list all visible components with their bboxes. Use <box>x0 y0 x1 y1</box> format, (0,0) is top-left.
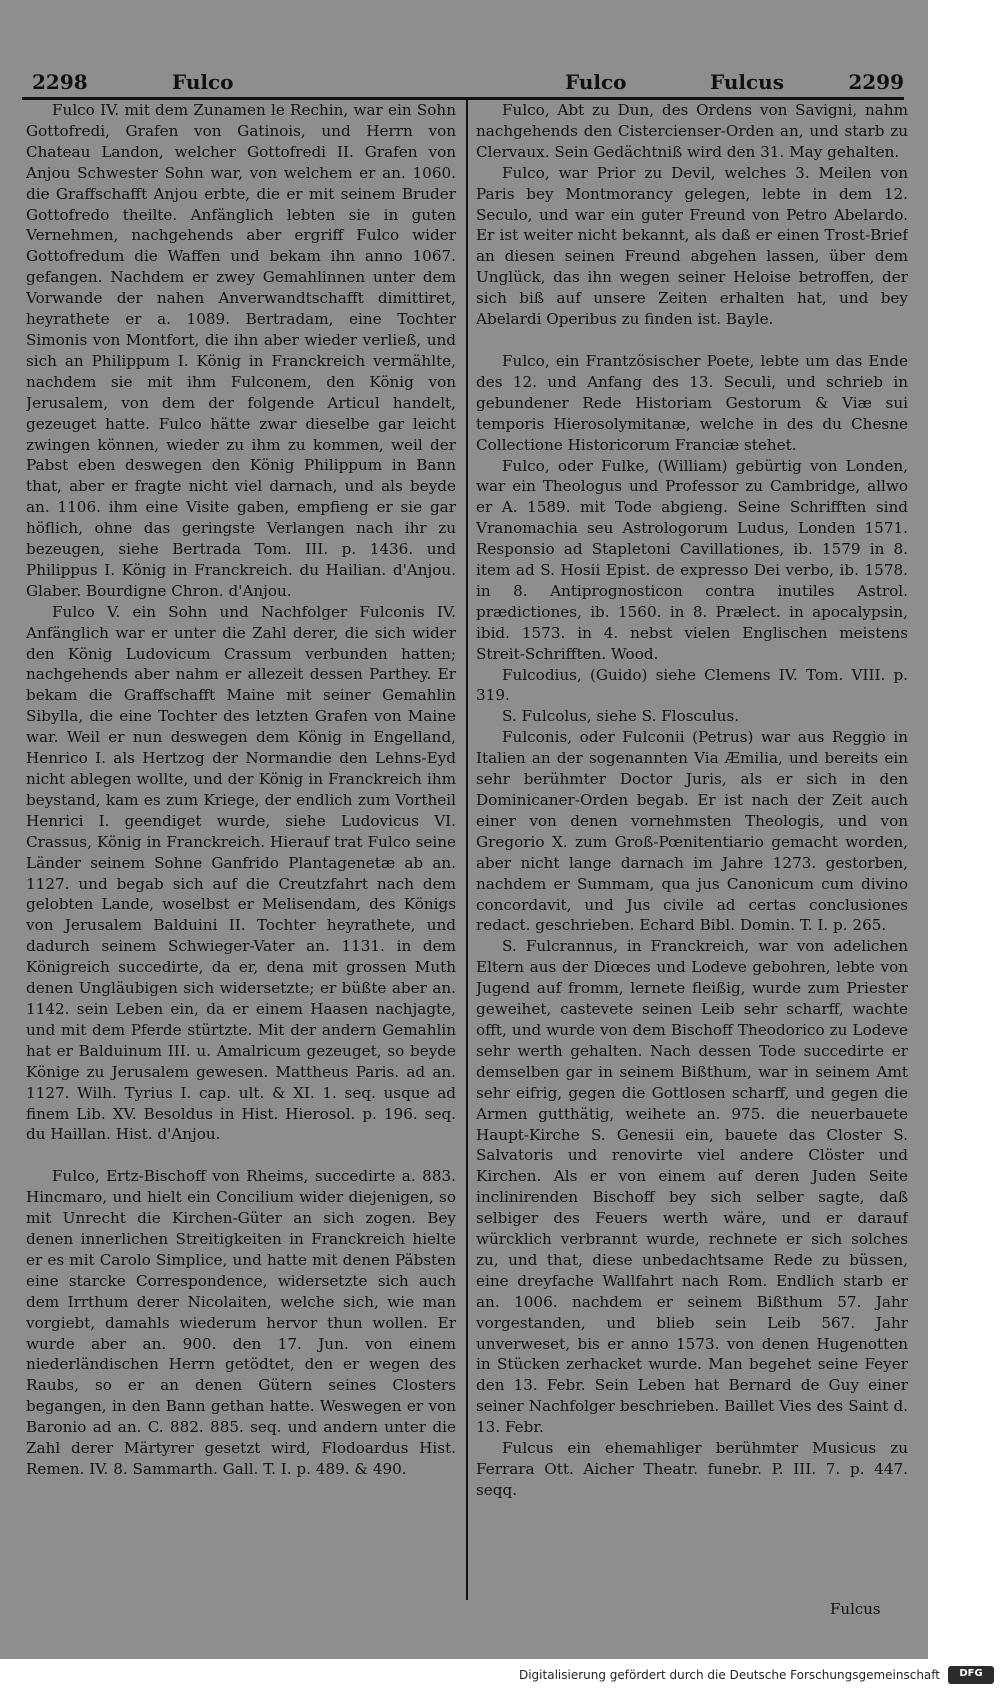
entry-fulco-rheims: Fulco, Ertz-Bischoff von Rheims, succedirte a. 883. Hincmaro, und hielt ein Concilium wider diejenigen, so mit Unrecht die Kirchen-Güter an sich zogen. Bey denen innerlichen Streitigkeiten in Franckreich hielte er es mit Carolo Simplice, und hatte mit denen Päbsten eine starcke Correspondence, widersetzte sich auch dem Irrthum derer Nicolaiten, welche sich, wie man vorgiebt, damahls wiederum hervor thun wollen. Er wurde aber an. 900. den 17. Jun. von einem niederländischen Herrn getödtet, den er wegen des Raubs, so er an denen Gütern seines Closters begangen, in den Bann gethan hatte. Weswegen er von Baronio ad an. C. 882. 885. seq. und andern unter die Zahl derer Märtyrer gesetzt wird, Flodoardus Hist. Remen. IV. 8. Sammarth. Gall. T. I. p. 489. & 490. <box>26 1167 456 1478</box>
entry-fulco-abt: Fulco, Abt zu Dun, des Ordens von Savigni, nahm nachgehends den Cistercienser-Orden an, und starb zu Clervaux. Sein Gedächtniß wird den 31. May gehalten. <box>476 101 908 161</box>
entry-fulcolus: S. Fulcolus, siehe S. Flosculus. <box>502 707 740 726</box>
left-running-head: Fulco <box>172 70 234 94</box>
column-divider <box>466 100 468 1600</box>
dfg-logo <box>948 1666 994 1684</box>
right-page-number: 2299 <box>848 70 904 94</box>
left-column <box>26 100 456 1600</box>
entry-fulco-iv: Fulco IV. mit dem Zunamen le Rechin, war ein Sohn Gottofredi, Grafen von Gatinois, und Herrn von Chateau Landon, welcher Gottofredi II. Grafen von Anjou Schwester Sohn war, von welchem er an. 1060. die Graffschafft Anjou erbte, die er mit seinem Bruder Gottofredo theilte. Anfänglich lebten sie in guten Vernehmen, nachgehends aber ergriff Fulco wider Gottofredum die Waffen und bekam ihn anno 1067. gefangen. Nachdem er zwey Gemahlinnen unter dem Vorwande der nahen Anverwandtschafft dimittiret, heyrathete er a. 1089. Bertradam, eine Tochter Simonis von Montfort, die ihn aber wieder verließ, und sich an Philippum I. König in Franckreich vermählte, nachdem sie mit ihm Fulconem, den König von Jerusalem, von dem der folgende Articul handelt, gezeuget hatte. Fulco hätte zwar dieselbe gar leicht zwingen können, wieder zu ihm zu kommen, weil der Pabst eben deswegen den König Philippum in Bann that, aber er fragte nicht viel darnach, und als beyde an. 1106. ihm eine Visite gaben, empfieng er sie gar höflich, ohne das geringste Verlangen nach ihr zu bezeugen, siehe Bertrada Tom. III. p. 1436. und Philippus I. König in Franckreich. du Hailian. d'Anjou. Glaber. Bourdigne Chron. d'Anjou. <box>26 101 456 600</box>
running-header <box>22 66 912 100</box>
entry-fulconis: Fulconis, oder Fulconii (Petrus) war aus Reggio in Italien an der sogenannten Via Æmilia, und bereits ein sehr berühmter Doctor Juris, als er sich in den Dominicaner-Orden begab. Er ist nach der Zeit auch einer von denen vornehmsten Theologis, und von Gregorio X. zum Groß-Pœnitentiario gemacht worden, aber nicht lange darnach im Jahre 1273. gestorben, nachdem er Summam, qua jus Canonicum cum divino concordavit, und Jus civile ad certas conclusiones redact. geschrieben. Echard Bibl. Domin. T. I. p. 265. <box>476 728 908 935</box>
entry-fulco-v: Fulco V. ein Sohn und Nachfolger Fulconis IV. Anfänglich war er unter die Zahl derer, die sich wider den König Ludovicum Crassum verbunden hatten; nachgehends aber nahm er allezeit dessen Parthey. Er bekam die Graffschafft Maine mit seiner Gemahlin Sibylla, die eine Tochter des letzten Grafen von Maine war. Weil er nun deswegen dem König in Engelland, Henrico I. als Hertzog der Normandie den Lehns-Eyd nicht ablegen wollte, und der König in Franckreich ihm beystand, kam es zum Kriege, der endlich zum Vortheil Henrici I. geendiget wurde, siehe Ludovicus VI. Crassus, König in Franckreich. Hierauf trat Fulco seine Länder seinem Sohne Ganfrido Plantagenetæ ab an. 1127. und begab sich auf die Creutzfahrt nach dem gelobten Lande, woselbst er Melisendam, des Königs von Jerusalem Balduini II. Tochter heyrathete, und dadurch seinem Schwieger-Vater an. 1131. in dem Königreich succedirte, da er, dena mit grossen Muth denen Ungläubigen sich widersetzte; er büßte aber an. 1142. sein Leben ein, da er einem Haasen nachjagte, und mit dem Pferde stürtzte. Mit der andern Gemahlin hat er Balduinum III. u. Amalricum gezeuget, so beyde Könige zu Jerusalem gewesen. Mattheus Paris. ad an. 1127. Wilh. Tyrius I. cap. ult. & XI. 1. seq. usque ad finem Lib. XV. Besoldus in Hist. Hierosol. p. 196. seq. du Haillan. Hist. d'Anjou. <box>26 602 456 1144</box>
funding-notice: Digitalisierung gefördert durch die Deutsche Forschungsgemeinschaft <box>518 1668 940 1682</box>
entry-fulco-prior: Fulco, war Prior zu Devil, welches 3. Meilen von Paris bey Montmorancy gelegen, lebte in dem 12. Seculo, und war ein guter Freund von Petro Abelardo. Er ist weiter nicht bekannt, als daß er einen Trost-Brief an diesen seinen Freund abgehen lassen, über dem Unglück, das ihn wegen seiner Heloise betroffen, der sich biß auf unsere Zeiten erhalten hat, und bey Abelardi Operibus zu finden ist. Bayle. <box>476 163 908 329</box>
dfg-logo-text: DFG <box>959 1668 983 1679</box>
entry-fulco-poete: Fulco, ein Frantzösischer Poete, lebte um das Ende des 12. und Anfang des 13. Seculi, und schrieb in gebundener Rede Historiam Gestorum & Viæ sui temporis Hierosolymitanæ, welche in des du Chesne Collectione Historicorum Franciæ stehet. <box>476 351 908 454</box>
left-page-number: 2298 <box>32 70 88 94</box>
footer-bar <box>0 1659 1000 1692</box>
entry-fulcrannus: S. Fulcrannus, in Franckreich, war von adelichen Eltern aus der Diœces und Lodeve gebohren, lebte von Jugend auf fromm, lernete fleißig, wurde zum Priester geweihet, castevete seinen Leib sehr scharff, wachte offt, und wurde von dem Bischoff Theodorico zu Lodeve sehr werth gehalten. Nach dessen Tode succedirte er demselben gar in seinem Bißthum, war in seinem Amt sehr eifrig, gegen die Gottlosen scharff, und gegen die Armen gutthätig, weihete an. 975. die neuerbauete Haupt-Kirche S. Genesii ein, bauete das Closter S. Salvatoris und renovirte viel andere Clöster und Kirchen. Als er von einem auf deren Juden Seite inclinirenden Bischoff bey sich selber sagte, daß selbiger des Feuers werth wäre, und er darauf würcklich verbrannt wurde, rechnete er sich solches zu, und that, diese unbedachtsame Rede zu büssen, eine dreyfache Wallfahrt nach Rom. Endlich starb er an. 1006. nachdem er seinem Bißthum 57. Jahr vorgestanden, und blieb sein Leib 567. Jahr unverweset, bis er anno 1573. von denen Hugenotten in Stücken zerhacket wurde. Man begehet seine Feyer den 13. Febr. Sein Leben hat Bernard de Guy einer seiner Nachfolger beschrieben. Baillet Vies des Saint d. 13. Febr. <box>476 937 908 1437</box>
right-running-head: Fulcus <box>710 70 784 94</box>
mid-running-head: Fulco <box>565 70 627 94</box>
entry-fulcus: Fulcus ein ehemahliger berühmter Musicus zu Ferrara Ott. Aicher Theatr. funebr. P. III. 7. p. 447. seqq. <box>476 1439 908 1499</box>
catchword: Fulcus <box>830 1600 881 1618</box>
entry-fulcodius: Fulcodius, (Guido) siehe Clemens IV. Tom. VIII. p. 319. <box>476 665 908 705</box>
entry-fulco-fulke: Fulco, oder Fulke, (William) gebürtig von Londen, war ein Theologus und Professor zu Cambridge, allwo er A. 1589. mit Tode abgieng. Seine Schrifften sind Vranomachia seu Astrologorum Ludus, Londen 1571. Responsio ad Stapletoni Cavillationes, ib. 1579 in 8. item ad S. Hosii Epist. de expresso Dei verbo, ib. 1578. in 8. Antiprognosticon contra inutiles Astrol. prædictiones, ib. 1560. in 8. Prælect. in apocalypsin, ibid. 1573. in 4. nebst vielen Englischen meistens Streit-Schrifften. Wood. <box>476 456 908 663</box>
right-column <box>476 100 908 1600</box>
